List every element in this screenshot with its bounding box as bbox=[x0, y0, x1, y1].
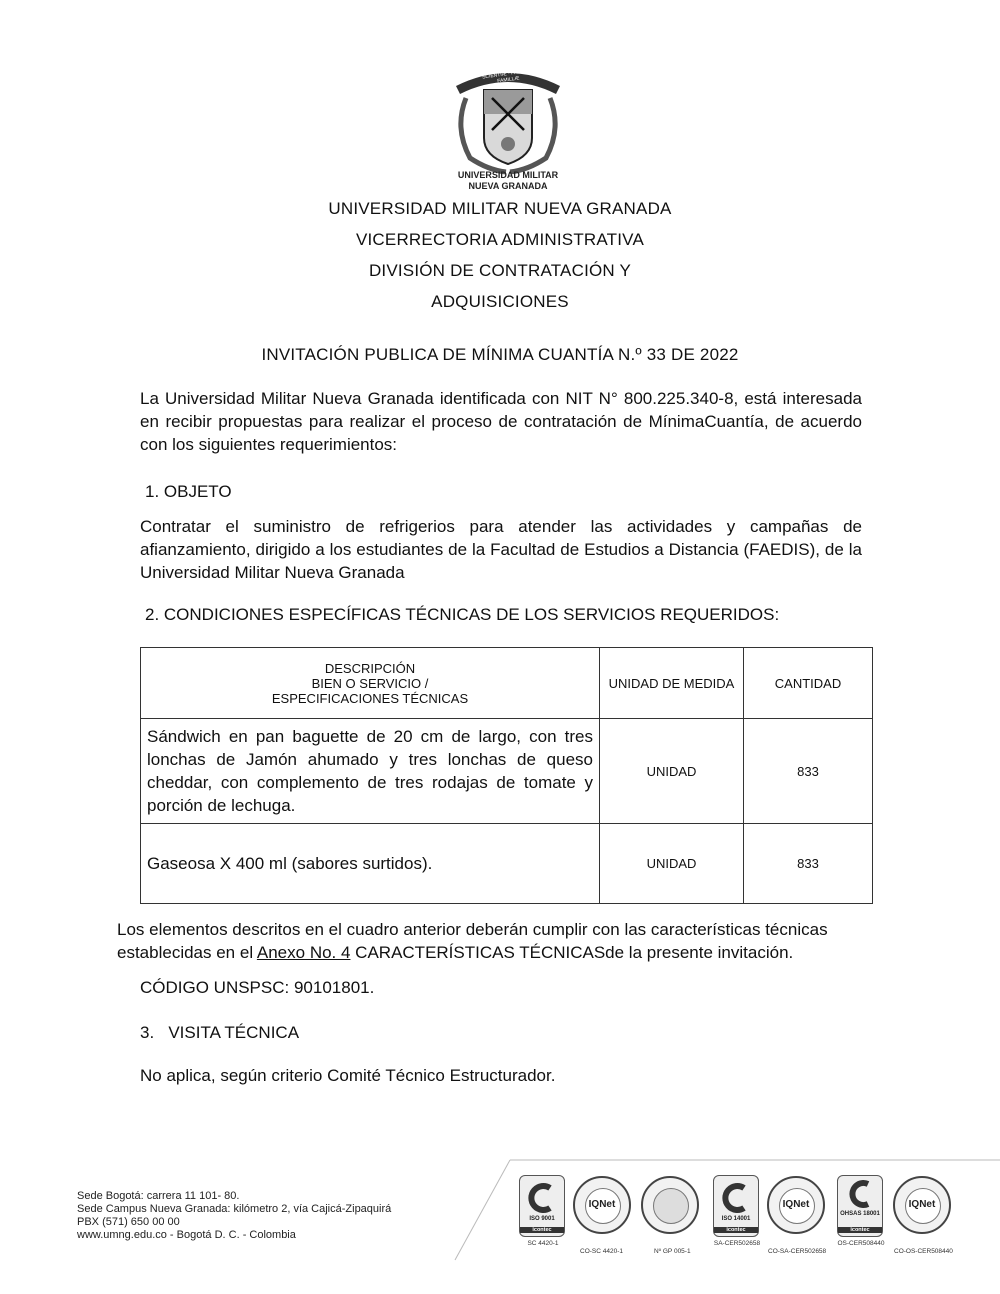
table-row bbox=[141, 719, 873, 824]
iqnet-badge: IQNet bbox=[573, 1176, 631, 1234]
svg-text:NUEVA GRANADA: NUEVA GRANADA bbox=[468, 181, 548, 191]
iso-9001-badge: ISO 9001 icontec SC 4420-1 bbox=[519, 1175, 567, 1255]
footer-address: Sede Bogotá: carrera 11 101- 80. Sede Campus Nueva Granada: kilómetro 2, vía Cajicá-Zipaquirá PBX (571) 650 00 00 www.umng.edu.co - Bogotá D. C. - Colombia bbox=[77, 1190, 392, 1241]
footer-website[interactable]: www.umng.edu.co - Bogotá D. C. - Colombia bbox=[77, 1229, 296, 1241]
section-objeto-heading: 1. OBJETO bbox=[145, 482, 232, 501]
unspsc-code: CÓDIGO UNSPSC: 90101801. bbox=[140, 978, 375, 997]
ohsas-18001-badge: OHSAS 18001 icontec OS-CER508440 bbox=[837, 1175, 885, 1255]
table-header-row bbox=[141, 648, 873, 719]
table-row bbox=[141, 824, 873, 904]
header-university: UNIVERSIDAD MILITAR NUEVA GRANADA bbox=[328, 199, 672, 218]
row-description: Gaseosa X 400 ml (sabores surtidos). bbox=[141, 824, 600, 904]
header-vicerrectoria: VICERRECTORIA ADMINISTRATIVA bbox=[355, 230, 645, 249]
col-header-unit: UNIDAD DE MEDIDA bbox=[600, 648, 744, 719]
iqnet-badge-code: CO-SA-CER502658 bbox=[768, 1248, 827, 1255]
col-header-description: DESCRIPCIÓN BIEN O SERVICIO / ESPECIFICACIONES TÉCNICAS bbox=[141, 648, 600, 719]
page-title: INVITACIÓN PUBLICA DE MÍNIMA CUANTÍA N.º 33 DE 2022 bbox=[261, 345, 739, 364]
row-quantity: 833 bbox=[744, 824, 873, 904]
section-visita-heading: 3. VISITA TÉCNICA bbox=[140, 1023, 300, 1042]
col-header-quantity: CANTIDAD bbox=[744, 648, 873, 719]
header-adquisiciones: ADQUISICIONES bbox=[431, 292, 569, 311]
row-description: Sándwich en pan baguette de 20 cm de largo, con tres lonchas de Jamón ahumado y tres lonchas de queso cheddar, con complemento de tres rodajas de tomate y porción de lechuga. bbox=[141, 719, 600, 824]
gp-seal-code: Nº GP 005-1 bbox=[654, 1248, 691, 1255]
requirements-table bbox=[140, 647, 873, 904]
anexo-4-link[interactable]: Anexo No. 4 bbox=[256, 943, 351, 962]
iqnet-badge-code: CO-SC 4420-1 bbox=[580, 1248, 623, 1255]
svg-text:UNIVERSIDAD MILITAR: UNIVERSIDAD MILITAR bbox=[457, 170, 559, 180]
gp-certification-seal bbox=[641, 1176, 699, 1234]
crest-motto: SCIENTIÆ · PATRIÆ · FAMILLÆ bbox=[481, 67, 534, 85]
header-division: DIVISIÓN DE CONTRATACIÓN Y bbox=[368, 261, 632, 280]
iqnet-badge-code: CO-OS-CER508440 bbox=[894, 1248, 953, 1255]
row-quantity: 833 bbox=[744, 719, 873, 824]
section-condiciones-heading: 2. CONDICIONES ESPECÍFICAS TÉCNICAS DE LOS SERVICIOS REQUERIDOS: bbox=[145, 605, 780, 624]
section-visita-text: No aplica, según criterio Comité Técnico Estructurador. bbox=[140, 1066, 556, 1085]
intro-paragraph: La Universidad Militar Nueva Granada identificada con NIT N° 800.225.340-8, está interesada en recibir propuestas para realizar el proceso de contratación de MínimaCuantía, de acuerdo con los siguientes requerimientos: bbox=[140, 389, 862, 454]
row-unit: UNIDAD bbox=[600, 824, 744, 904]
iqnet-badge: IQNet bbox=[767, 1176, 825, 1234]
section-objeto-text: Contratar el suministro de refrigerios para atender las actividades y campañas de afianzamiento, dirigido a los estudiantes de la Facultad de Estudios a Distancia (FAEDIS), de la Universidad Militar Nueva Granada bbox=[140, 517, 862, 582]
row-unit: UNIDAD bbox=[600, 719, 744, 824]
after-table-paragraph: Los elementos descritos en el cuadro anterior deberán cumplir con las características técnicas establecidas en el Anexo No. 4 CARACTERÍSTICAS TÉCNICASde la presente invitación. bbox=[117, 920, 828, 962]
iqnet-badge: IQNet bbox=[893, 1176, 951, 1234]
iso-14001-badge: ISO 14001 icontec SA-CER502658 bbox=[713, 1175, 761, 1255]
